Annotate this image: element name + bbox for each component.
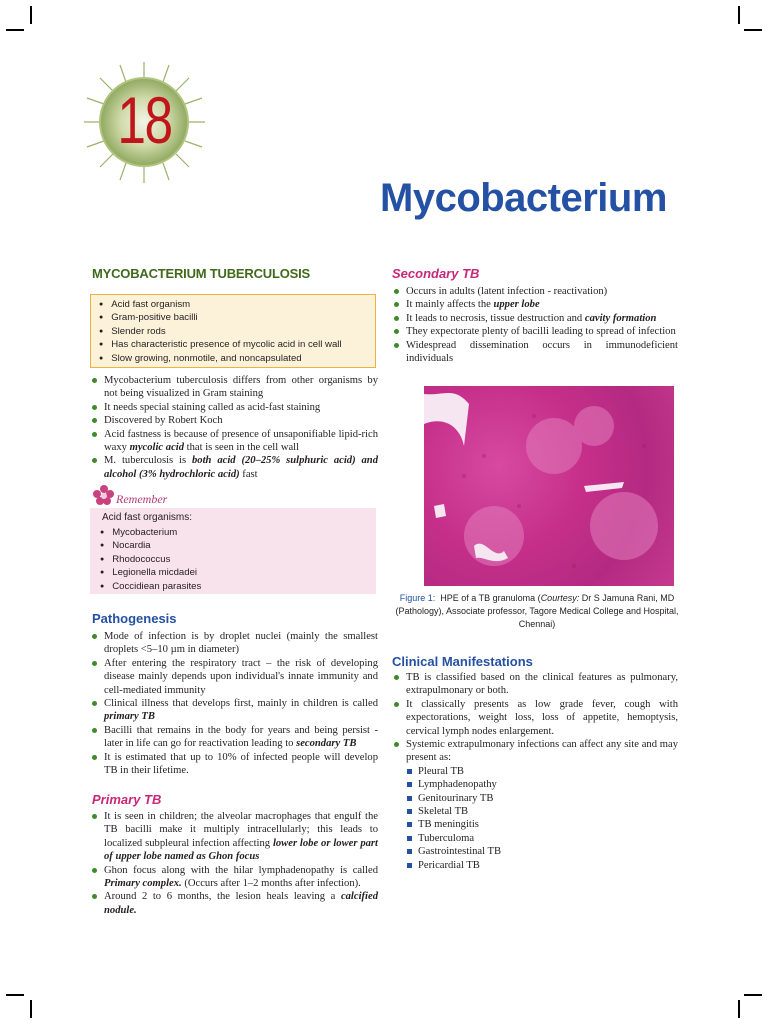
flower-icon [92, 484, 116, 508]
pathogenesis-heading: Pathogenesis [92, 611, 177, 626]
list-item: It classically presents as low grade fever, cough with expectorations, weight loss, loss of appetite, hemoptysis, cervical lymph nodes enlargement. [392, 698, 678, 738]
list-item: It mainly affects the upper lobe [392, 298, 678, 311]
list-item: Ghon focus along with the hilar lymphadenopathy is called Primary complex. (Occurs after 1–2 months after infection). [90, 864, 378, 891]
intro-bullets [90, 374, 378, 481]
list-item: ● Nocardia [100, 539, 201, 552]
primary-tb-list [90, 810, 378, 917]
crop-mark [6, 29, 24, 31]
micrograph-image [424, 386, 674, 586]
key-point: ● Slender rods [99, 325, 375, 338]
crop-mark [744, 29, 762, 31]
list-item: Pericardial TB [404, 859, 678, 872]
secondary-tb-list [392, 285, 678, 365]
chapter-title: Mycobacterium [380, 176, 667, 220]
pathogenesis-list [90, 630, 378, 777]
list-item: Widespread dissemination occurs in immunodeficient individuals [392, 339, 678, 366]
list-item: M. tuberculosis is both acid (20–25% sulphuric acid) and alcohol (3% hydrochloric acid) fast [90, 454, 378, 481]
figure-caption: Figure 1: HPE of a TB granuloma (Courtesy: Dr S Jamuna Rani, MD (Pathology), Associate professor, Tagore Medical College and Hospital, Chennai) [395, 593, 679, 629]
list-item: ● Rhodococcus [100, 553, 201, 566]
list-item: Pleural TB [404, 765, 678, 778]
list-item: TB meningitis [404, 818, 678, 831]
list-item: Clinical illness that develops first, mainly in children is called primary TB [90, 697, 378, 724]
key-points-box [90, 294, 376, 368]
list-item: ● Coccidiean parasites [100, 580, 201, 593]
list-item: It is seen in children; the alveolar macrophages that engulf the TB bacilli make it multiply intracellularly; this leads to localized subpleural infection affecting lower lobe or lower part of upper lobe named as Ghon focus [90, 810, 378, 864]
list-item: Acid fastness is because of presence of unsaponifiable lipid-rich waxy mycolic acid that is seen in the cell wall [90, 428, 378, 455]
crop-mark [30, 6, 32, 24]
key-point: ● Has characteristic presence of mycolic acid in cell wall [99, 338, 375, 351]
list-item: They expectorate plenty of bacilli leading to spread of infection [392, 325, 678, 338]
list-item: Gastrointestinal TB [404, 845, 678, 858]
list-item: Systemic extrapulmonary infections can affect any site and may present as: [392, 738, 678, 765]
key-point: ● Gram-positive bacilli [99, 311, 375, 324]
secondary-tb-heading: Secondary TB [392, 266, 480, 281]
list-item: It needs special staining called as acid-fast staining [90, 401, 378, 414]
chapter-number: 18 [117, 83, 172, 157]
list-item: It is estimated that up to 10% of infected people will develop TB in their lifetime. [90, 751, 378, 778]
crop-mark [744, 994, 762, 996]
crop-mark [30, 1000, 32, 1018]
chapter-badge [82, 60, 207, 185]
list-item: ● Legionella micdadei [100, 566, 201, 579]
list-item: Discovered by Robert Koch [90, 414, 378, 427]
list-item: Tuberculoma [404, 832, 678, 845]
list-item: Mycobacterium tuberculosis differs from other organisms by not being visualized in Gram staining [90, 374, 378, 401]
key-point: ● Acid fast organism [99, 298, 375, 311]
list-item: Bacilli that remains in the body for years and being persist - later in life can go for reactivation leading to secondary TB [90, 724, 378, 751]
list-item: It leads to necrosis, tissue destruction and cavity formation [392, 312, 678, 325]
primary-tb-heading: Primary TB [92, 792, 162, 807]
figure-label: Figure 1: [399, 593, 436, 603]
crop-mark [738, 1000, 740, 1018]
remember-box [90, 508, 376, 594]
section-heading: MYCOBACTERIUM TUBERCULOSIS [92, 266, 310, 281]
list-item: Genitourinary TB [404, 792, 678, 805]
list-item: Mode of infection is by droplet nuclei (mainly the smallest droplets <5–10 µm in diameter) [90, 630, 378, 657]
list-item: Around 2 to 6 months, the lesion heals leaving a calcified nodule. [90, 890, 378, 917]
list-item: ● Mycobacterium [100, 526, 201, 539]
clinical-heading: Clinical Manifestations [392, 654, 533, 669]
remember-title: Remember [116, 492, 168, 506]
list-item: Lymphadenopathy [404, 778, 678, 791]
remember-heading: Acid fast organisms: [102, 512, 193, 523]
list-item: After entering the respiratory tract – the risk of developing disease mainly depends upon individual's innate immunity and cell-mediated immunity [90, 657, 378, 697]
crop-mark [738, 6, 740, 24]
key-point: ● Slow growing, nonmotile, and noncapsulated [99, 352, 375, 365]
clinical-list [392, 671, 678, 872]
crop-mark [6, 994, 24, 996]
list-item: Skeletal TB [404, 805, 678, 818]
list-item: Occurs in adults (latent infection - reactivation) [392, 285, 678, 298]
list-item: TB is classified based on the clinical features as pulmonary, extrapulmonary or both. [392, 671, 678, 698]
